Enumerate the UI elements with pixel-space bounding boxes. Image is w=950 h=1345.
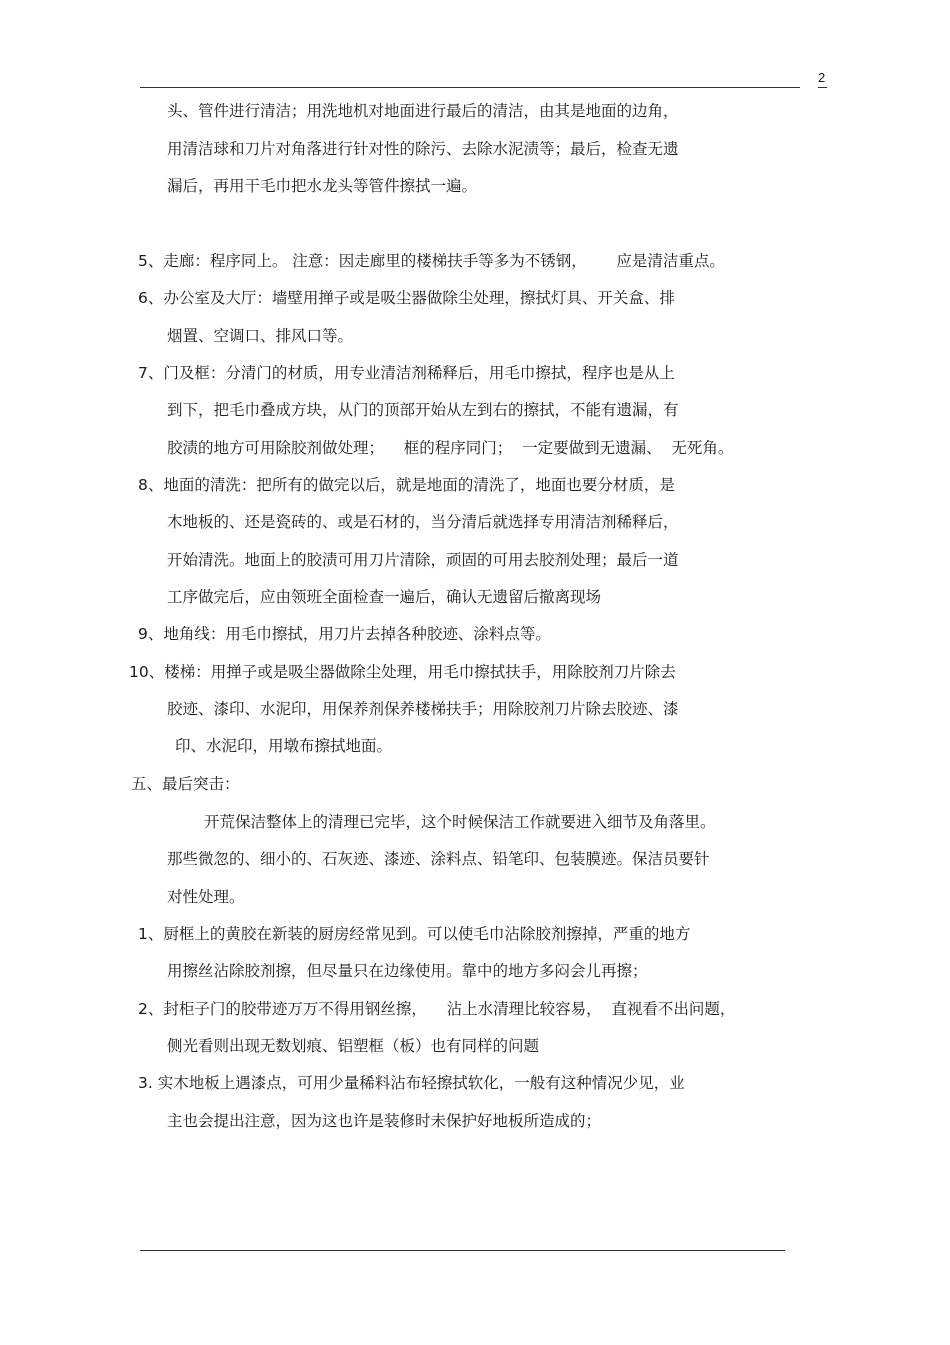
text-line: 头、管件进行清洁；用洗地机对地面进行最后的清洁，由其是地面的边角， [167,102,679,120]
text-line: 用清洁球和刀片对角落进行针对性的除污、去除水泥渍等；最后，检查无遗 [167,140,679,158]
text-line: 5、走廊：程序同上。 注意：因走廊里的楼梯扶手等多为不锈钢， 应是清洁重点。 [138,252,725,270]
text-line: 6、办公室及大厅：墙壁用掸子或是吸尘器做除尘处理，擦拭灯具、开关盒、排 [138,289,675,307]
text-line: 主也会提出注意，因为这也许是装修时未保护好地板所造成的； [167,1112,602,1130]
text-line: 五、最后突击： [131,775,240,793]
text-line: 开荒保洁整体上的清理已完毕，这个时候保洁工作就要进入细节及角落里。 [204,813,716,831]
text-line: 用擦丝沾除胶剂擦，但尽量只在边缘使用。靠中的地方多闷会儿再擦； [167,962,648,980]
page-number: 2 [818,70,826,85]
text-line: 漏后，再用干毛巾把水龙头等管件擦拭一遍。 [167,177,478,195]
text-line: 10、楼梯：用掸子或是吸尘器做除尘处理，用毛巾擦拭扶手，用除胶剂刀片除去 [129,663,676,681]
text-line: 侧光看则出现无数划痕、铝塑框（板）也有同样的问题 [167,1037,540,1055]
text-line: 烟置、空调口、排风口等。 [167,327,354,345]
text-line: 3. 实木地板上遇漆点，可用少量稀料沾布轻擦拭软化，一般有这种情况少见，业 [138,1074,685,1092]
header-rule [140,87,800,88]
text-line: 到下，把毛巾叠成方块，从门的顶部开始从左到右的擦拭，不能有遗漏，有 [167,401,679,419]
text-line: 9、地角线：用毛巾擦拭，用刀片去掉各种胶迹、涂料点等。 [138,625,551,643]
text-line: 对性处理。 [167,888,245,906]
footer-rule [140,1250,785,1251]
text-line: 那些微忽的、细小的、石灰迹、漆迹、涂料点、铅笔印、包装膜迹。保洁员要针 [167,850,710,868]
text-line: 木地板的、还是瓷砖的、或是石材的，当分清后就选择专用清洁剂稀释后， [167,513,679,531]
text-line: 1、厨框上的黄胶在新装的厨房经常见到。可以使毛巾沾除胶剂擦掉，严重的地方 [138,925,691,943]
text-line: 胶渍的地方可用除胶剂做处理； 框的程序同门； 一定要做到无遗漏、 无死角。 [167,439,734,457]
text-line: 7、门及框：分清门的材质，用专业清洁剂稀释后，用毛巾擦拭，程序也是从上 [138,364,675,382]
text-line: 胶迹、漆印、水泥印，用保养剂保养楼梯扶手；用除胶剂刀片除去胶迹、漆 [167,700,679,718]
page-number-underline [818,87,827,88]
text-line: 开始清洗。地面上的胶渍可用刀片清除，顽固的可用去胶剂处理；最后一道 [167,551,679,569]
text-line: 工序做完后，应由领班全面检查一遍后，确认无遗留后撤离现场 [167,588,602,606]
text-line: 印、水泥印，用墩布擦拭地面。 [175,737,393,755]
text-line: 2、封柜子门的胶带迹万万不得用钢丝擦， 沾上水清理比较容易， 直视看不出问题， [138,1000,736,1018]
text-line: 8、地面的清洗：把所有的做完以后，就是地面的清洗了，地面也要分材质，是 [138,476,675,494]
